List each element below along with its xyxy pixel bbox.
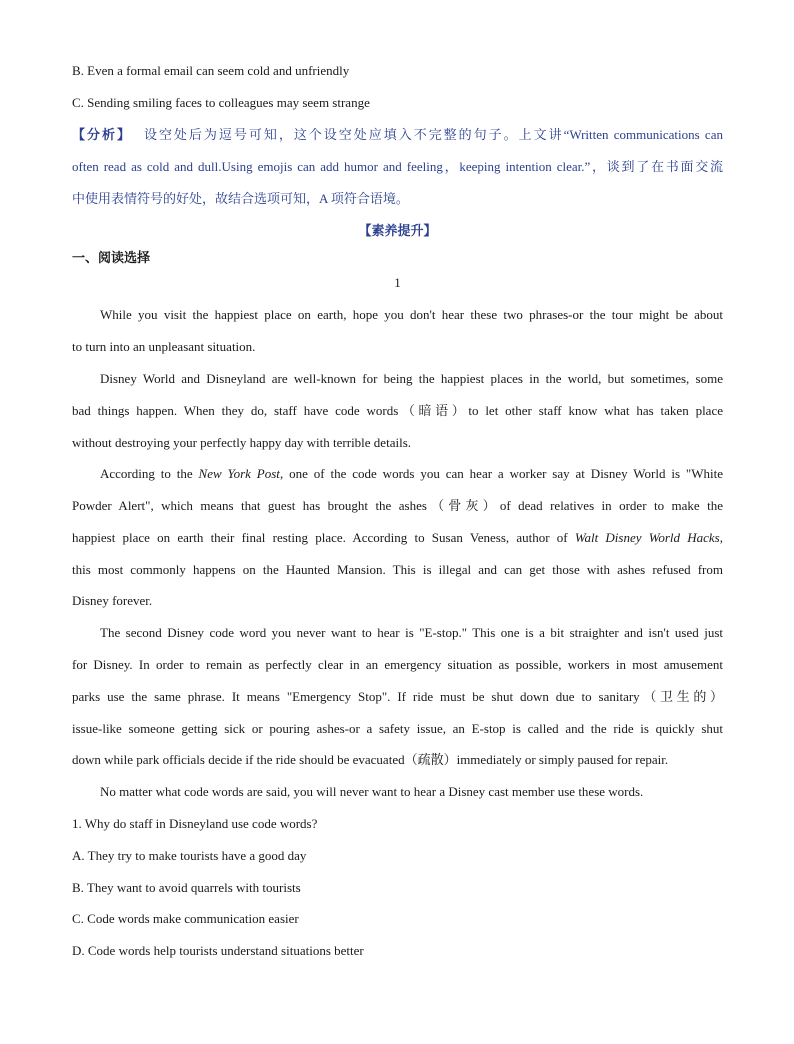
passage-p2-line-2: bad things happen. When they do, staff have code words（暗语）to let other staff know what has taken place (72, 403, 723, 418)
passage-p4-line-2: for Disney. In order to remain as perfectly clear in an emergency situation as possible, workers in most amusement (72, 657, 723, 672)
passage-p1-line-1: While you visit the happiest place on earth, hope you don't hear these two phrases-or the tour might be about (100, 307, 723, 322)
part-heading: 一、阅读选择 (72, 250, 151, 265)
passage-p1-line-2: to turn into an unpleasant situation. (72, 339, 256, 354)
passage-number: 1 (394, 275, 401, 290)
analysis-tag: 【分析】 (72, 127, 132, 142)
previous-option-c: C. Sending smiling faces to colleagues may seem strange (72, 95, 370, 110)
passage-p2-line-1: Disney World and Disneyland are well-known for being the happiest places in the world, but sometimes, some (100, 371, 723, 386)
question-option-c: C. Code words make communication easier (72, 911, 299, 926)
analysis-text-1: 设空处后为逗号可知，这个设空处应填入不完整的句子。上文讲“Written communications can (143, 127, 723, 142)
passage-p4-line-1: The second Disney code word you never want to hear is "E-stop." This one is a bit straighter and isn't used just (100, 625, 723, 640)
question-option-a: A. They try to make tourists have a good day (72, 848, 307, 863)
passage-p3-line-1 (100, 464, 723, 484)
p3-text-a: According to the (100, 466, 199, 481)
passage-p3-line-5: Disney forever. (72, 593, 153, 608)
previous-option-b: B. Even a formal email can seem cold and unfriendly (72, 63, 350, 78)
passage-p5-line-1: No matter what code words are said, you will never want to hear a Disney cast member use these words. (100, 784, 644, 799)
p3-text-d: , (719, 530, 723, 545)
passage-p3-line-3 (72, 528, 723, 548)
analysis-line-3: 中使用表情符号的好处，故结合选项可知，A 项符合语境。 (72, 191, 409, 206)
passage-p4-line-5: down while park officials decide if the ride should be evacuated（疏散）immediately or simply paused for repair. (72, 752, 669, 767)
passage-p4-line-4: issue-like someone getting sick or pouring ashes-or a safety issue, an E-stop is called and the ride is quickly shut (72, 721, 723, 736)
newspaper-title: New York Post (198, 466, 280, 481)
passage-p3-line-4: this most commonly happens on the Haunted Mansion. This is illegal and can get those with ashes refused from (72, 562, 723, 577)
question-option-b: B. They want to avoid quarrels with tourists (72, 880, 301, 895)
section-title: 【素养提升】 (358, 223, 437, 238)
p3-text-c: happiest place on earth their final resting place. According to Susan Veness, author of (72, 530, 575, 545)
passage-p3-line-2: Powder Alert", which means that guest has brought the ashes（骨灰）of dead relatives in order to make the (72, 498, 723, 513)
analysis-line-2: often read as cold and dull.Using emojis can add humor and feeling，keeping intention clear.”，谈到了在书面交流 (72, 159, 723, 174)
passage-p4-line-3: parks use the same phrase. It means "Emergency Stop". If ride must be shut down due to sanitary（卫生的） (72, 689, 723, 704)
question-option-d: D. Code words help tourists understand situations better (72, 943, 364, 958)
p3-text-b: , one of the code words you can hear a worker say at Disney World is "White (279, 466, 723, 481)
book-title: Walt Disney World Hacks (574, 530, 720, 545)
question-stem: 1. Why do staff in Disneyland use code words? (72, 816, 318, 831)
passage-p2-line-3: without destroying your perfectly happy day with terrible details. (72, 435, 411, 450)
analysis-line-1 (72, 125, 723, 145)
